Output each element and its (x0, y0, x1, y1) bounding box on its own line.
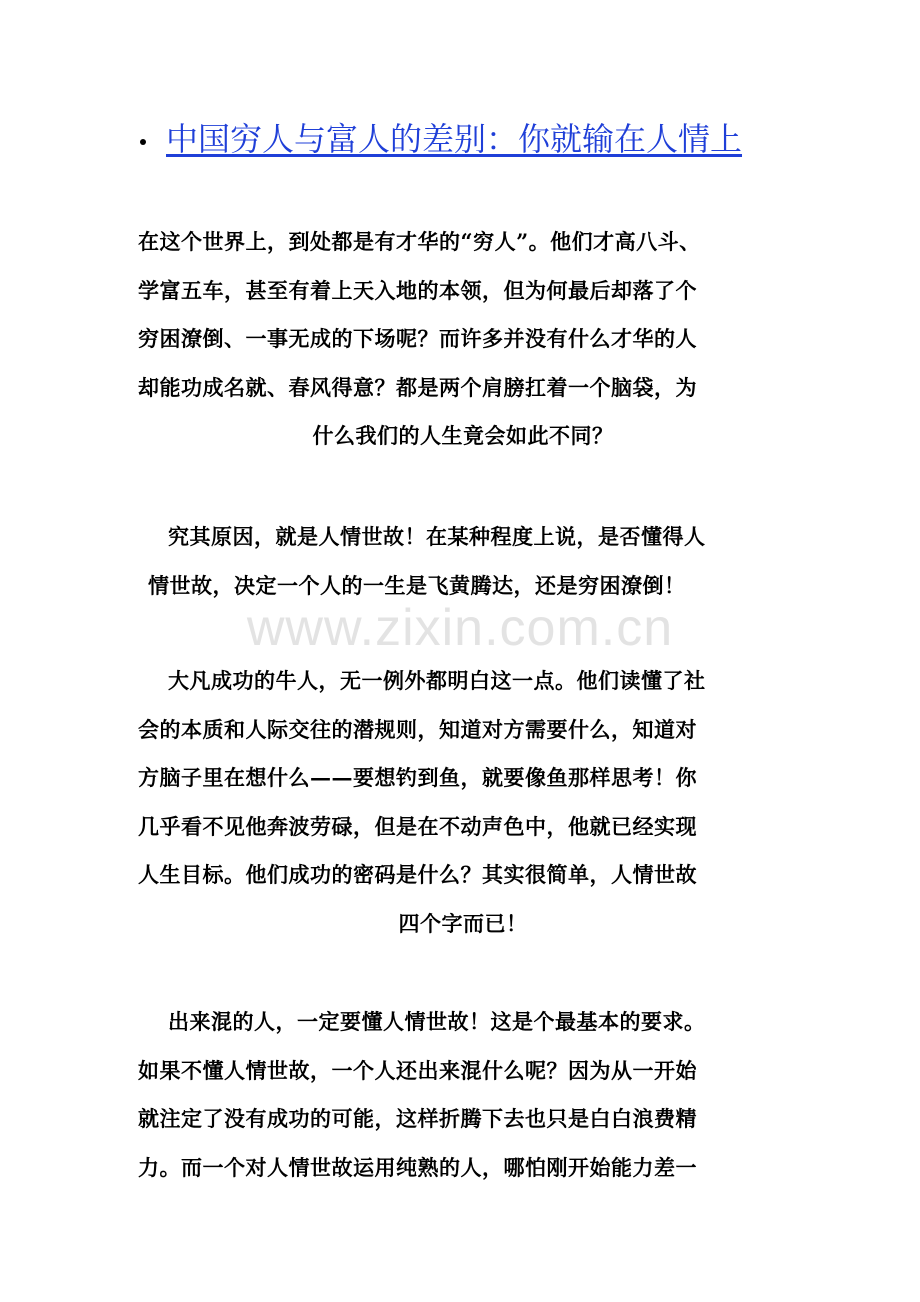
paragraph-line: 人生目标。他们成功的密码是什么？其实很简单，人情世故 (138, 862, 697, 887)
paragraph-line: 力。而一个对人情世故运用纯熟的人，哪怕刚开始能力差一 (138, 1154, 697, 1180)
paragraph-line: 穷困潦倒、一事无成的下场呢？而许多并没有什么才华的人 (138, 326, 697, 351)
watermark: www.zixin.com.cn (246, 599, 674, 657)
paragraph-line: 却能功成名就、春风得意？都是两个肩膀扛着一个脑袋，为 (138, 374, 697, 400)
title-link[interactable]: 中国穷人与富人的差别：你就输在人情上 (166, 120, 743, 158)
paragraph-line: 出来混的人，一定要懂人情世故！这是个最基本的要求。 (168, 1009, 706, 1034)
paragraph-line: 学富五车，甚至有着上天入地的本领，但为何最后却落了个 (138, 277, 697, 303)
paragraph-4 (138, 998, 788, 1192)
paragraph-line: 大凡成功的牛人，无一例外都明白这一点。他们读懂了社 (168, 668, 706, 693)
paragraph-line: 就注定了没有成功的可能，这样折腾下去也只是白白浪费精 (138, 1106, 697, 1131)
paragraph-3 (138, 657, 788, 948)
paragraph-1 (138, 218, 788, 461)
paragraph-line: 方脑子里在想什么——要想钓到鱼，就要像鱼那样思考！你 (138, 765, 697, 790)
paragraph-line: 四个字而已！ (398, 910, 528, 936)
paragraph-2 (148, 513, 798, 610)
title-row (140, 112, 800, 162)
paragraph-line: 情世故，决定一个人的一生是飞黄腾达，还是穷困潦倒！ (148, 572, 686, 598)
paragraph-line: 在这个世界上，到处都是有才华的“穷人”。他们才高八斗、 (138, 229, 701, 254)
paragraph-line: 如果不懂人情世故，一个人还出来混什么呢？因为从一开始 (138, 1057, 697, 1083)
bullet-icon (140, 139, 146, 145)
paragraph-line: 什么我们的人生竟会如此不同？ (312, 423, 614, 448)
paragraph-line: 几乎看不见他奔波劳碌，但是在不动声色中，他就已经实现 (138, 813, 697, 839)
paragraph-line: 会的本质和人际交往的潜规则，知道对方需要什么，知道对 (138, 716, 697, 742)
paragraph-line: 究其原因，就是人情世故！在某种程度上说，是否懂得人 (168, 524, 706, 549)
